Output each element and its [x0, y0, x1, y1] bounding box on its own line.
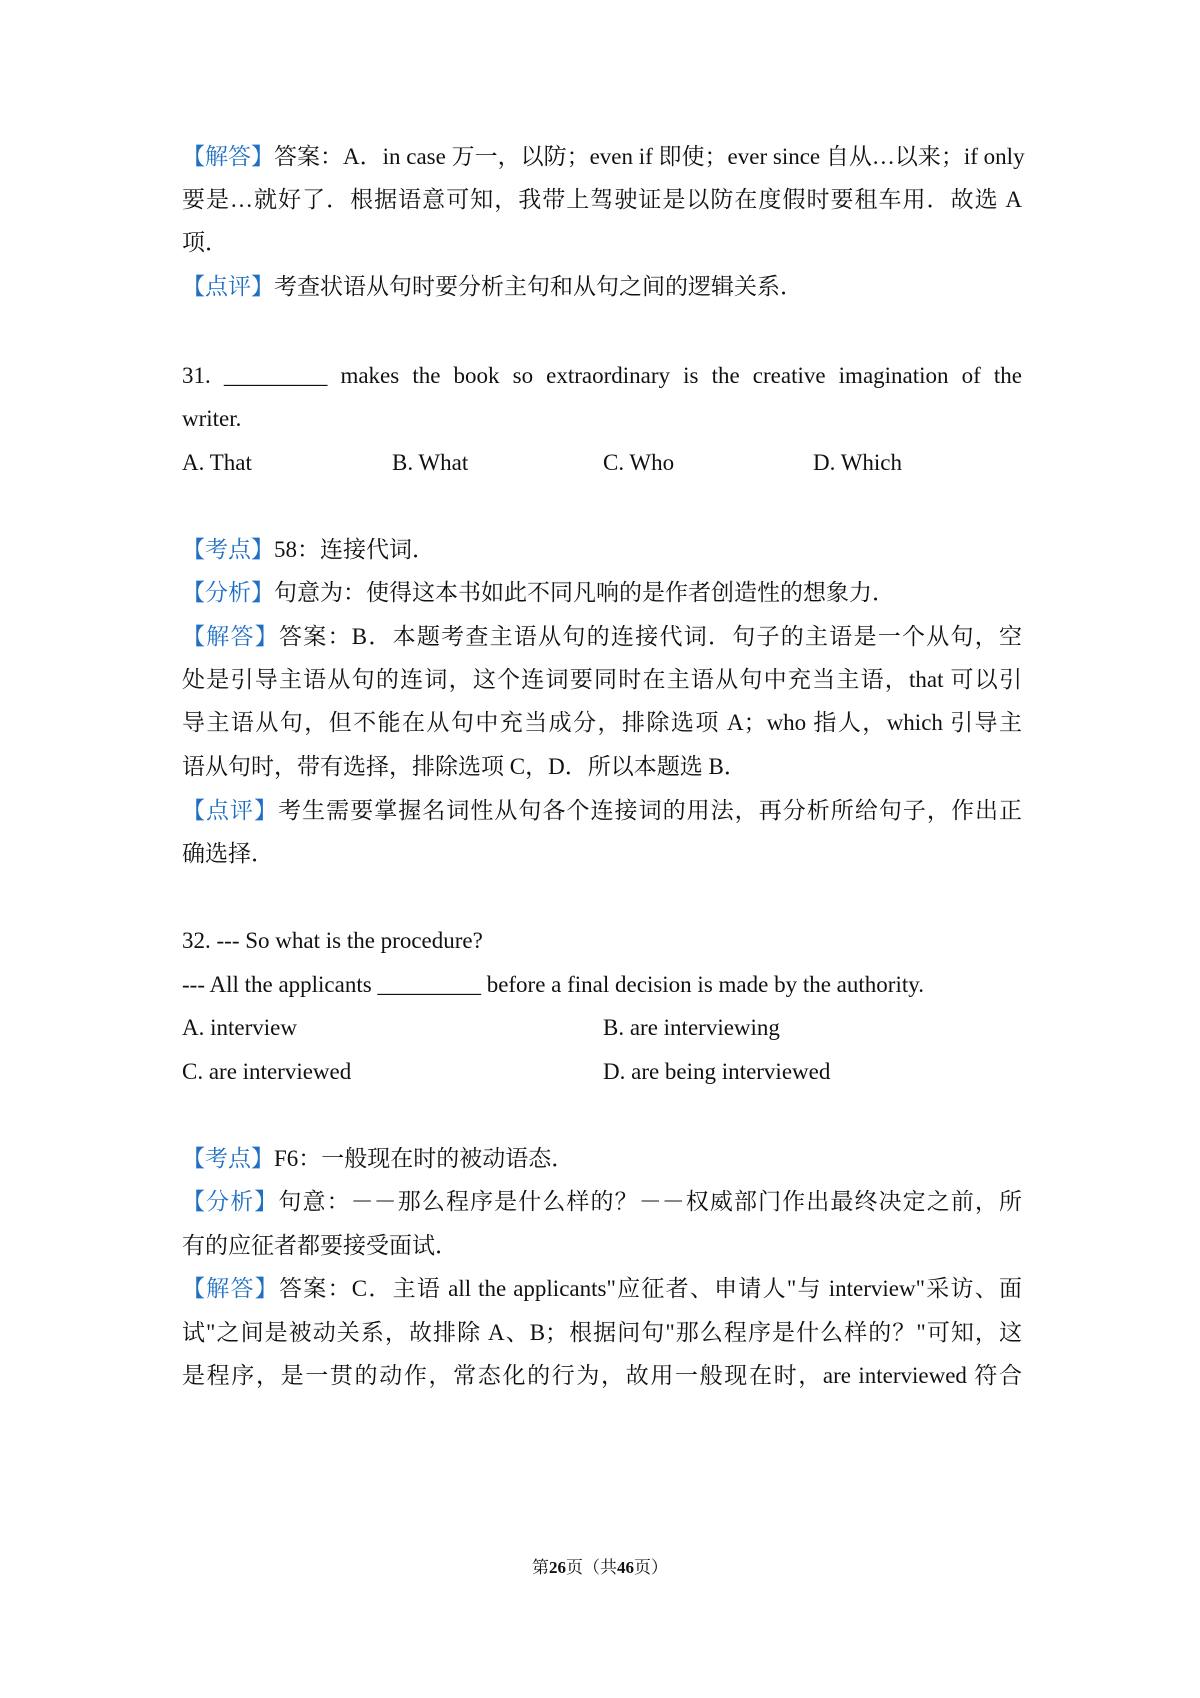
q30-jieda-line-1: 【解答】答案：A．in case 万一，以防；even if 即使；ever since 自从…以来；if only [182, 144, 1025, 169]
q32-fenxi-line-2: 有的应征者都要接受面试． [182, 1233, 458, 1258]
kaodian-tag: 【考点】 [182, 1146, 274, 1171]
fenxi-tag: 【分析】 [182, 1189, 279, 1214]
q32-fenxi-line-1: 【分析】句意：－－那么程序是什么样的？－－权威部门作出最终决定之前，所 [182, 1189, 1022, 1214]
q32-option-c: C. are interviewed [182, 1059, 352, 1084]
q30-jieda-line-2: 要是…就好了．根据语意可知，我带上驾驶证是以防在度假时要租车用．故选 A [182, 187, 1022, 212]
q30-dianping: 【点评】考查状语从句时要分析主句和从句之间的逻辑关系． [182, 274, 803, 299]
q31-dianping-line-1: 【点评】考生需要掌握名词性从句各个连接词的用法，再分析所给句子，作出正 [182, 798, 1023, 823]
fenxi-tag: 【分析】 [182, 580, 274, 605]
q32-option-d: D. are being interviewed [603, 1059, 831, 1084]
q31-dianping-line-2: 确选择． [182, 841, 274, 866]
q32-jieda-line-1: 【解答】答案：C．主语 all the applicants"应征者、申请人"与 interview"采访、面 [182, 1276, 1023, 1301]
q31-option-d: D. Which [813, 450, 903, 475]
q31-jieda-line-3: 导主语从句，但不能在从句中充当成分，排除选项 A；who 指人，which 引导主 [182, 710, 1022, 735]
q31-jieda-line-4: 语从句时，带有选择，排除选项 C，D．所以本题选 B． [182, 754, 747, 779]
q32-stem-line-2: --- All the applicants _________ before a final decision is made by the authority. [182, 972, 924, 997]
q30-jieda-line-3: 项． [182, 230, 228, 255]
q32-option-a: A. interview [182, 1015, 297, 1040]
total-page-count: 46 [617, 1558, 634, 1577]
q32-kaodian: 【考点】F6：一般现在时的被动语态． [182, 1146, 575, 1171]
q31-jieda-line-1: 【解答】答案：B．本题考查主语从句的连接代词．句子的主语是一个从句，空 [182, 624, 1023, 649]
q31-option-c: C. Who [603, 450, 675, 475]
q31-option-a: A. That [182, 450, 252, 475]
q31-stem-line-1: 31. _________ makes the book so extraordinary is the creative imagination of the [182, 363, 1022, 388]
q31-stem-line-2: writer. [182, 406, 242, 431]
page-footer: 第26页（共46页） [532, 1558, 668, 1577]
q31-jieda-line-2: 处是引导主语从句的连词，这个连词要同时在主语从句中充当主语，that 可以引 [182, 667, 1022, 692]
dianping-tag: 【点评】 [182, 798, 279, 823]
current-page-number: 26 [549, 1558, 566, 1577]
kaodian-tag: 【考点】 [182, 537, 274, 562]
q32-jieda-line-2: 试"之间是被动关系，故排除 A、B；根据问句"那么程序是什么样的？"可知，这 [182, 1320, 1022, 1345]
q31-kaodian: 【考点】58：连接代词． [182, 537, 435, 562]
jieda-tag: 【解答】 [182, 624, 280, 649]
q31-option-b: B. What [392, 450, 469, 475]
q32-stem-line-1: 32. --- So what is the procedure? [182, 928, 483, 953]
jieda-tag: 【解答】 [182, 1276, 280, 1301]
jieda-tag: 【解答】 [182, 144, 274, 169]
q31-fenxi: 【分析】句意为：使得这本书如此不同凡响的是作者创造性的想象力． [182, 580, 895, 605]
q32-jieda-line-3: 是程序，是一贯的动作，常态化的行为，故用一般现在时，are interviewed 符合 [182, 1363, 1022, 1388]
dianping-tag: 【点评】 [182, 274, 274, 299]
q32-option-b: B. are interviewing [603, 1015, 780, 1040]
